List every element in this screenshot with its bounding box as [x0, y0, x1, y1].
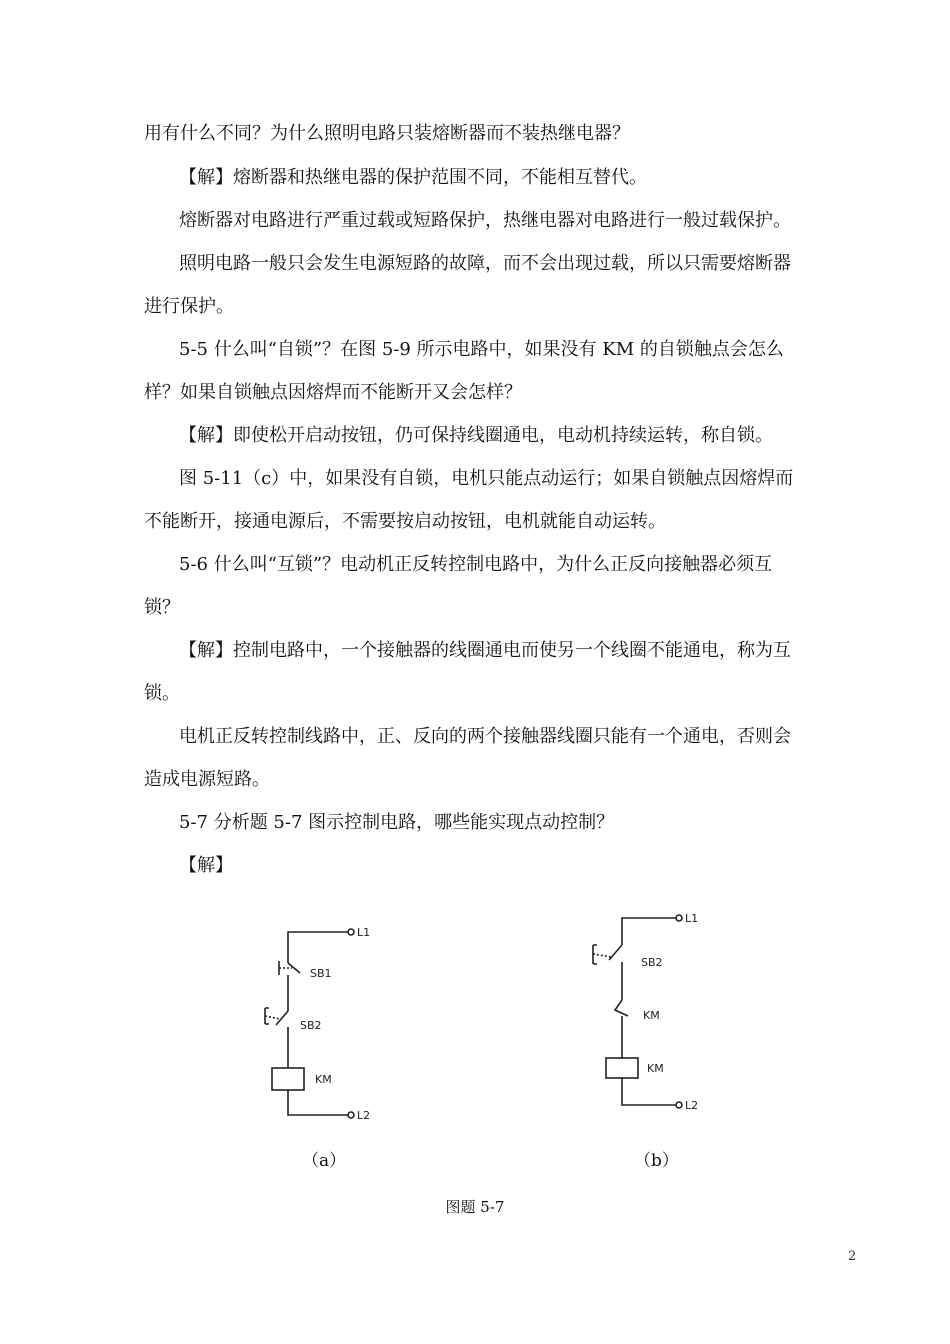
paragraph-14: 锁。 [144, 683, 180, 704]
label-b-sb2: SB2 [641, 956, 663, 969]
label-b-km-contact: KM [643, 1009, 660, 1022]
paragraph-10: 不能断开，接通电源后，不需要按启动按钮，电机就能自动运转。 [144, 511, 666, 532]
circuit-b-svg [585, 900, 725, 1115]
paragraph-13: 【解】控制电路中，一个接触器的线圈通电而使另一个线圈不能通电，称为互 [179, 640, 791, 661]
label-a-l2: L2 [357, 1109, 371, 1122]
wire-a-bottom [288, 1090, 348, 1115]
paragraph-8: 【解】即使松开启动按钮，仍可保持线圈通电，电动机持续运转，称自锁。 [179, 425, 773, 446]
paragraph-16: 造成电源短路。 [144, 769, 270, 790]
label-a-km: KM [315, 1073, 332, 1086]
circuit-a-svg [255, 915, 395, 1130]
paragraph-4: 照明电路一般只会发生电源短路的故障，而不会出现过载，所以只需要熔断器 [179, 253, 791, 274]
circuit-diagram-a [255, 915, 395, 1130]
label-a-l1: L1 [357, 926, 371, 939]
paragraph-5: 进行保护。 [144, 296, 234, 317]
paragraph-2: 【解】熔断器和热继电器的保护范围不同，不能相互替代。 [179, 167, 647, 188]
terminal-b-l2 [676, 1102, 682, 1108]
label-b-l2: L2 [685, 1099, 699, 1112]
paragraph-15: 电机正反转控制线路中，正、反向的两个接触器线圈只能有一个通电，否则会 [179, 726, 791, 747]
page-number: 2 [848, 1249, 857, 1264]
paragraph-7: 样？如果自锁触点因熔焊而不能断开又会怎样？ [144, 382, 522, 403]
sb1-contact-upper [288, 963, 300, 973]
paragraph-3: 熔断器对电路进行严重过载或短路保护，热继电器对电路进行一般过载保护。 [179, 210, 791, 231]
wire-b-bottom [622, 1078, 676, 1105]
sb2-actuator-stem [265, 1016, 280, 1019]
subfigure-label-a: （a） [302, 1151, 347, 1171]
km-coil-a [272, 1068, 304, 1090]
circuit-diagram-b [585, 900, 725, 1115]
subfigure-label-b: （b） [634, 1151, 679, 1171]
sb2-b-contact-blade [609, 945, 622, 960]
paragraph-9: 图 5-11（c）中，如果没有自锁，电机只能点动运行；如果自锁触点因熔焊而 [179, 468, 794, 489]
terminal-a-l2 [348, 1112, 354, 1118]
label-b-l1: L1 [685, 912, 699, 925]
sb2-b-actuator-stem [593, 954, 611, 957]
figure-caption: 图题 5-7 [445, 1198, 505, 1216]
label-a-sb2: SB2 [300, 1019, 322, 1032]
km-b-contact-blade [615, 1000, 628, 1016]
label-a-sb1: SB1 [310, 967, 332, 980]
paragraph-11: 5-6 什么叫“互锁”？电动机正反转控制电路中，为什么正反向接触器必须互 [179, 554, 773, 575]
paragraph-6: 5-5 什么叫“自锁”？在图 5-9 所示电路中，如果没有 KM 的自锁触点会怎么 [179, 339, 784, 360]
wire-b-top [622, 918, 676, 945]
terminal-b-l1 [676, 915, 682, 921]
paragraph-17: 5-7 分析题 5-7 图示控制电路，哪些能实现点动控制？ [179, 812, 615, 833]
label-b-km-coil: KM [647, 1062, 664, 1075]
wire-a-top [288, 932, 348, 963]
paragraph-1: 用有什么不同？为什么照明电路只装熔断器而不装热继电器？ [144, 123, 630, 144]
terminal-a-l1 [348, 929, 354, 935]
paragraph-12: 锁？ [144, 597, 180, 618]
km-coil-b [606, 1058, 638, 1078]
paragraph-18: 【解】 [179, 855, 233, 876]
